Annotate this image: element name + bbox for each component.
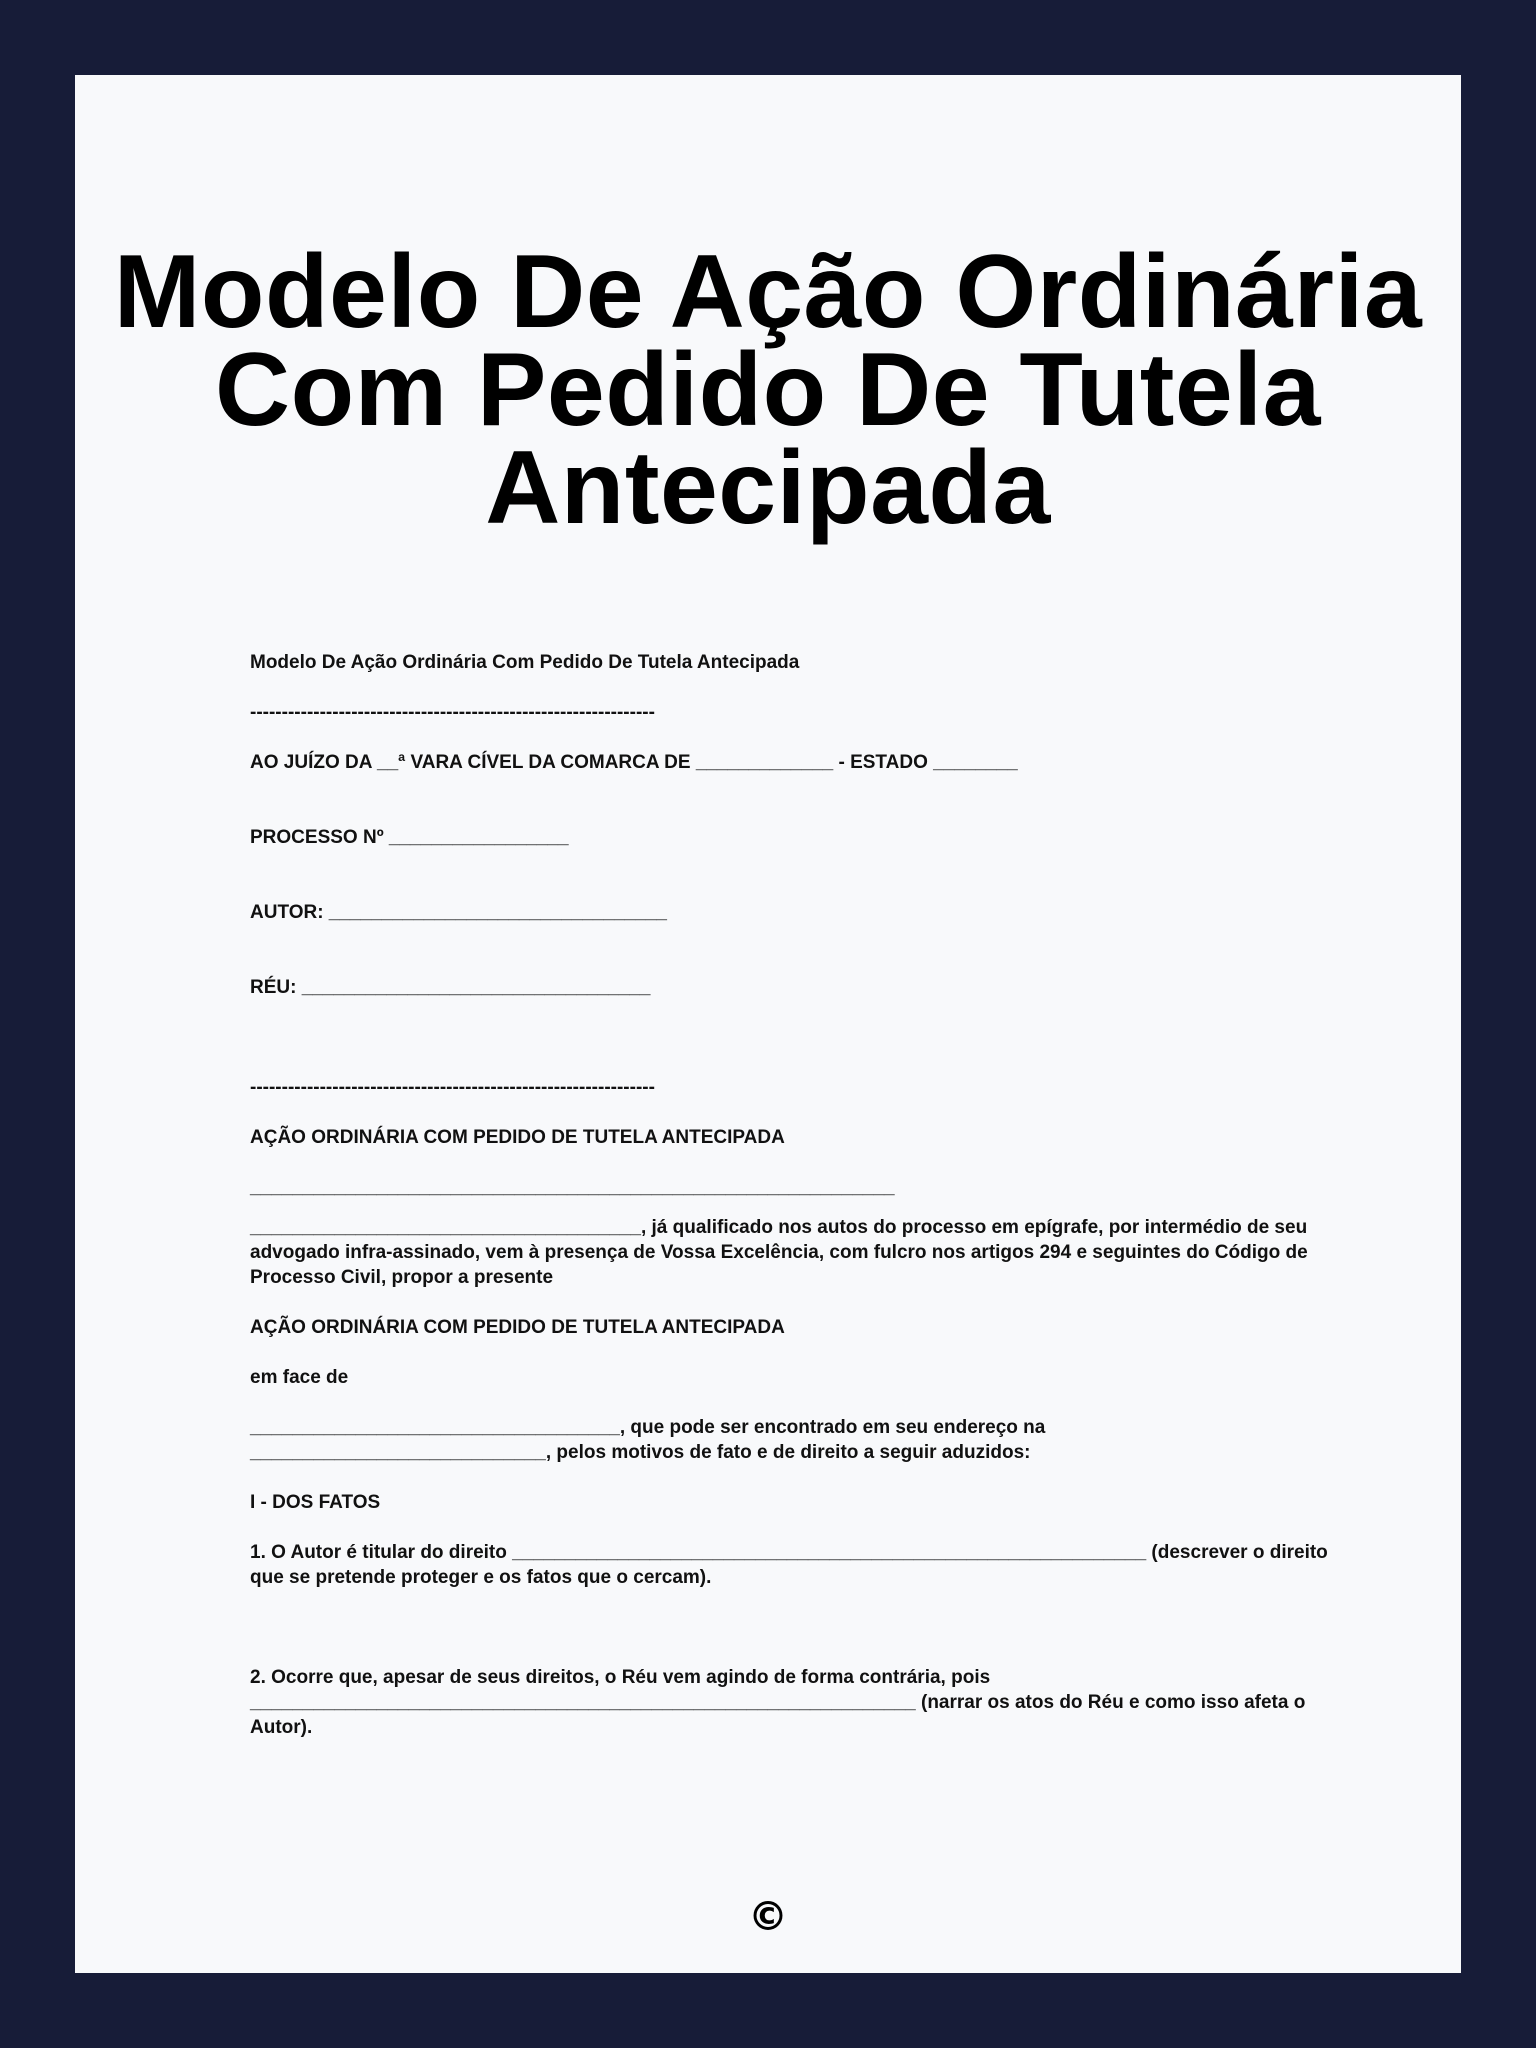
blank-line: _____________________________________________________________ [250,1177,895,1198]
document-title: Modelo De Ação Ordinária Com Pedido De Tutela Antecipada [113,234,1423,546]
separator-line: ---------------------------------------------------------------- [250,1077,655,1098]
section-heading-facts: I - DOS FATOS [250,1492,381,1513]
action-heading: AÇÃO ORDINÁRIA COM PEDIDO DE TUTELA ANTECIPADA [250,1127,785,1148]
fact-item-1: 1. O Autor é titular do direito ____________________________________________________________ (descrever o direito que se pretende proteger e os fatos que o cercam). [250,1542,1334,1588]
document-body [250,650,1350,1740]
action-heading: AÇÃO ORDINÁRIA COM PEDIDO DE TUTELA ANTECIPADA [250,1317,785,1338]
defendant-paragraph: ___________________________________, que pode ser encontrado em seu endereço na ____________________________, pelos motivos de fato e de direito a seguir aduzidos: [250,1417,1051,1463]
process-number: PROCESSO Nº _________________ [250,827,569,848]
document-page [75,75,1461,1973]
in-face-of-line: em face de [250,1367,349,1388]
fact-item-2: 2. Ocorre que, apesar de seus direitos, o Réu vem agindo de forma contrária, pois _______________________________________________________________ (narrar os atos do Réu e como isso afeta o Autor). [250,1667,1310,1738]
court-header: AO JUÍZO DA __ª VARA CÍVEL DA COMARCA DE _____________ - ESTADO ________ [250,752,1018,773]
intro-paragraph: _____________________________________, já qualificado nos autos do processo em epígrafe, por intermédio de seu advogado infra-assinado, vem à presença de Vossa Excelência, com fulcro nos artigos 294 e seguintes do Código de Processo Civil, propor a presente [250,1217,1313,1288]
author-field: AUTOR: ________________________________ [250,902,667,923]
subtitle-line: Modelo De Ação Ordinária Com Pedido De Tutela Antecipada [250,652,800,673]
separator-line: ---------------------------------------------------------------- [250,702,655,723]
copyright-symbol: © [748,1894,788,1940]
defendant-field: RÉU: _________________________________ [250,977,651,998]
